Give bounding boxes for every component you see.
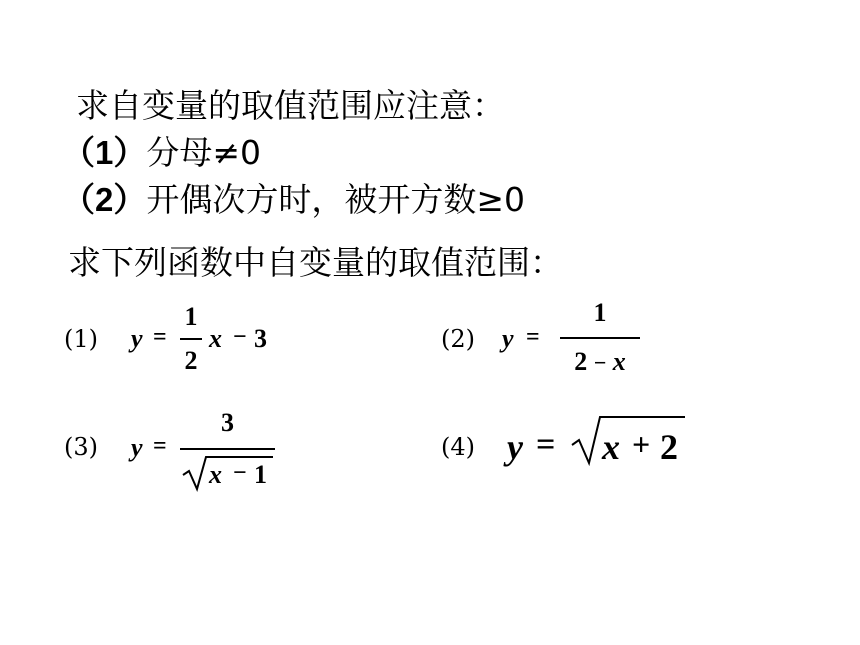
problem-3-rad-minus: −: [233, 460, 247, 486]
rule-2-number: （2）: [62, 181, 147, 218]
problem-3-radical-sign: [181, 455, 211, 495]
problem-4-label: (4): [441, 433, 475, 461]
problem-3-numerator: 3: [221, 408, 234, 437]
problem-2-denominator: [560, 347, 640, 377]
problem-2-label: (2): [441, 325, 475, 353]
problem-2-den-constant: 2: [574, 347, 588, 376]
problem-3-equals: =: [153, 433, 167, 459]
problem-1-denominator: 2: [184, 346, 198, 375]
problem-1-fraction-bar: [180, 338, 202, 340]
problem-3-lhs: y: [131, 433, 143, 462]
problem-3-label: (3): [64, 433, 98, 461]
problem-2-den-variable: x: [612, 347, 626, 376]
problem-4-rad-plus: +: [632, 426, 651, 462]
problem-2-lhs: y: [502, 324, 514, 353]
problem-1-minus: −: [233, 324, 247, 350]
problem-1-variable: x: [209, 324, 222, 353]
problem-4-rad-variable: x: [602, 427, 620, 467]
task-heading: 求下列函数中自变量的取值范围：: [68, 243, 563, 282]
rule-2: [62, 180, 525, 220]
problem-1-equals: =: [153, 324, 167, 350]
rule-2-text: 开偶次方时，被开方数≥0: [146, 180, 526, 219]
problem-1-constant: 3: [254, 324, 267, 353]
problem-3-fraction-bar: [180, 448, 275, 450]
notes-heading: 求自变量的取值范围应注意：: [76, 86, 505, 125]
problem-2-fraction-bar: [560, 337, 640, 339]
problem-1-label: (1): [64, 325, 98, 353]
problem-2-equals: =: [526, 324, 540, 350]
problem-2-numerator: 1: [593, 298, 607, 327]
rule-1-number: （1）: [62, 134, 147, 171]
rule-1: [62, 133, 261, 173]
problem-4-equals: =: [536, 426, 556, 463]
problem-1-numerator: 1: [184, 302, 198, 331]
problem-4-rad-constant: 2: [660, 427, 678, 467]
problem-2-den-minus: −: [593, 350, 607, 375]
rule-1-text: 分母≠0: [146, 133, 262, 172]
problem-3-rad-variable: x: [209, 460, 222, 489]
problem-4-lhs: y: [507, 427, 523, 467]
problem-3-rad-constant: 1: [254, 460, 267, 489]
problem-1-lhs: y: [131, 324, 143, 353]
